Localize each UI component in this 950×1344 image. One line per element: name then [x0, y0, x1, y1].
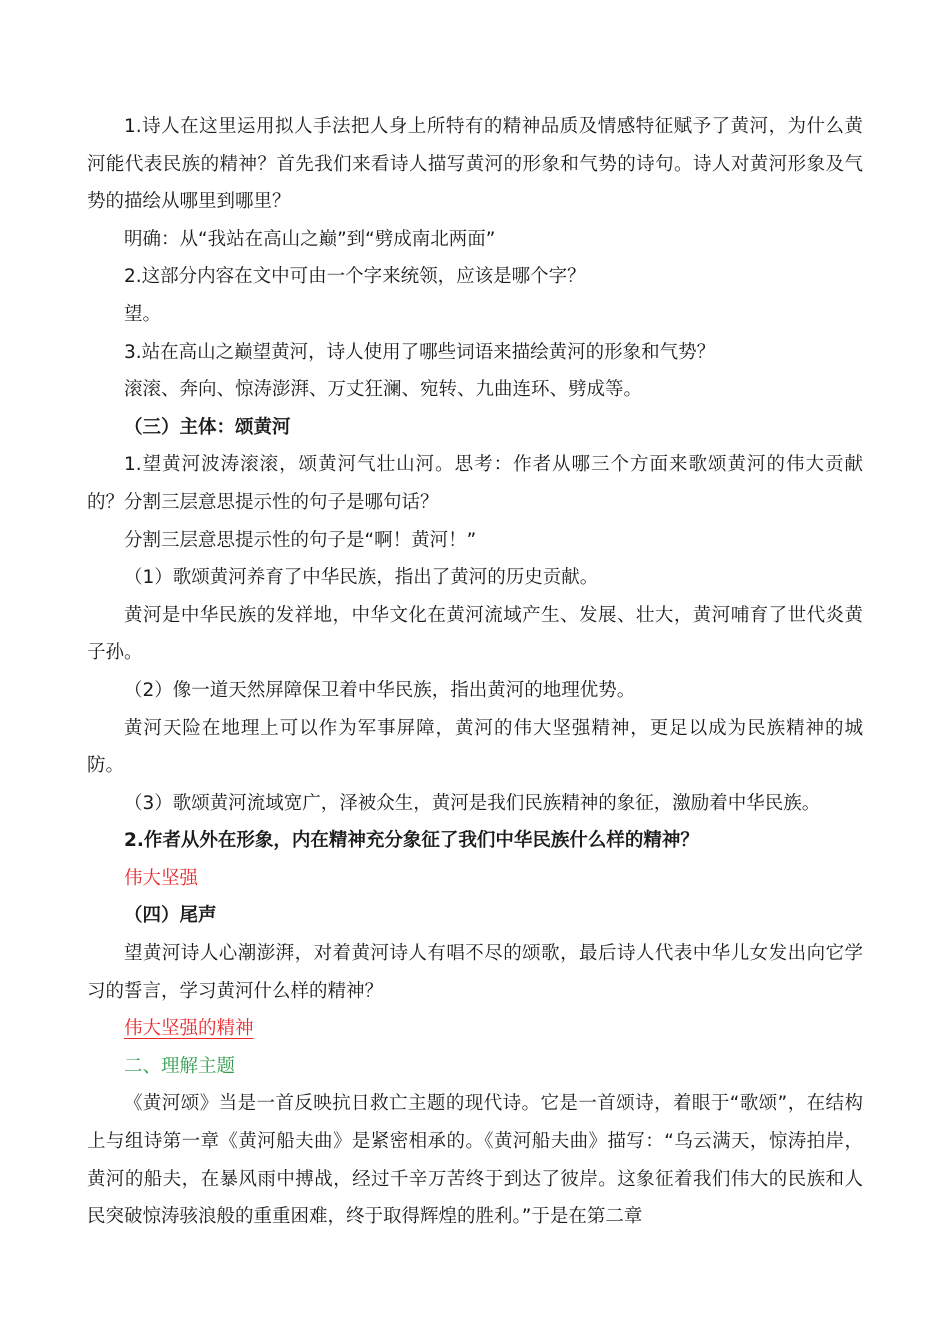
main-body-question-1: 1.望黄河波涛滚滚，颂黄河气壮山河。思考：作者从哪三个方面来歌颂黄河的伟大贡献的？分割三层意思提示性的句子是哪句话？ — [87, 454, 863, 513]
answer-1-paragraph: 明确：从“我站在高山之巅”到“劈成南北两面” — [124, 228, 496, 250]
document-page — [87, 108, 863, 1236]
point-2-explanation: 黄河天险在地理上可以作为军事屏障，黄河的伟大坚强精神，更足以成为民族精神的城防。 — [87, 717, 863, 777]
point-1-explanation: 黄河是中华民族的发祥地，中华文化在黄河流域产生、发展、壮大，黄河哺育了世代炎黄子孙。 — [87, 604, 863, 664]
question-1-paragraph: 1.诗人在这里运用拟人手法把人身上所特有的精神品质及情感特征赋予了黄河，为什么黄河能代表民族的精神？首先我们来看诗人描写黄河的形象和气势的诗句。诗人对黄河形象及气势的描绘从哪里到哪里？ — [87, 116, 863, 213]
answer-3-paragraph: 滚滚、奔向、惊涛澎湃、万丈狂澜、宛转、九曲连环、劈成等。 — [124, 379, 643, 401]
point-3-paragraph: （3）歌颂黄河流域宽广，泽被众生，黄河是我们民族精神的象征，激励着中华民族。 — [124, 792, 821, 814]
ending-answer-text: 伟大坚强的精神 — [124, 1018, 254, 1040]
point-1-paragraph: （1）歌颂黄河养育了中华民族，指出了黄河的历史贡献。 — [124, 567, 599, 589]
theme-paragraph: 《黄河颂》当是一首反映抗日救亡主题的现代诗。它是一首颂诗，着眼于“歌颂”，在结构上与组诗第一章《黄河船夫曲》是紧密相承的。《黄河船夫曲》描写：“乌云满天，惊涛拍岸，黄河的船夫，在暴风雨中搏战，经过千辛万苦终于到达了彼岸。这象征着我们伟大的民族和人民突破惊涛骇浪般的重重困难，终于取得辉煌的胜利。”于是在第二章 — [87, 1093, 863, 1228]
question-3-paragraph: 3.站在高山之巅望黄河，诗人使用了哪些词语来描绘黄河的形象和气势？ — [124, 341, 716, 363]
section-heading-theme: 二、理解主题 — [124, 1055, 236, 1077]
main-body-question-2: 2.作者从外在形象，内在精神充分象征了我们中华民族什么样的精神？ — [124, 830, 699, 852]
main-body-answer-1: 分割三层意思提示性的句子是“啊！黄河！” — [124, 529, 477, 551]
question-2-paragraph: 2.这部分内容在文中可由一个字来统领，应该是哪个字？ — [124, 266, 586, 288]
answer-2-paragraph: 望。 — [124, 303, 162, 325]
section-heading-main-body: （三）主体：颂黄河 — [124, 416, 291, 438]
main-body-answer-2: 伟大坚强 — [124, 867, 199, 889]
point-2-paragraph: （2）像一道天然屏障保卫着中华民族，指出黄河的地理优势。 — [124, 679, 636, 701]
ending-answer — [87, 1010, 863, 1048]
section-heading-ending: （四）尾声 — [124, 905, 217, 927]
ending-question: 望黄河诗人心潮澎湃，对着黄河诗人有唱不尽的颂歌，最后诗人代表中华儿女发出向它学习的誓言，学习黄河什么样的精神？ — [87, 943, 863, 1002]
